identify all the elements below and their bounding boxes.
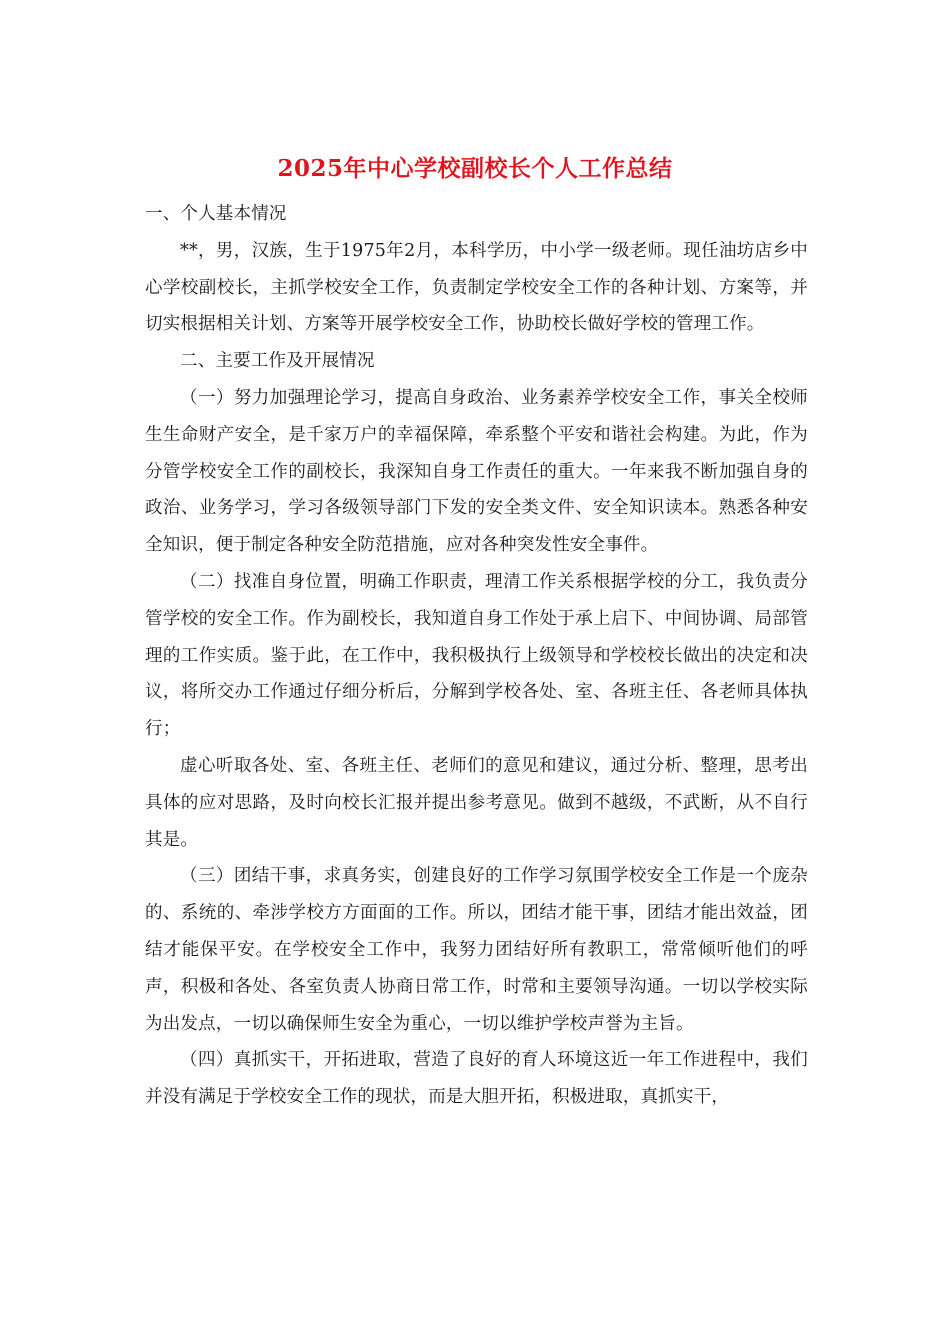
document-body	[145, 196, 808, 1116]
body-paragraph: **，男，汉族，生于1975年2月，本科学历，中小学一级老师。现任油坊店乡中心学校副校长，主抓学校安全工作，负责制定学校安全工作的各种计划、方案等，并切实根据相关计划、方案等开展学校安全工作，协助校长做好学校的管理工作。	[145, 240, 808, 335]
document-title: 2025年中心学校副校长个人工作总结	[277, 155, 673, 182]
section-heading: 二、主要工作及开展情况	[180, 351, 375, 372]
body-paragraph: （一）努力加强理论学习，提高自身政治、业务素养学校安全工作，事关全校师生生命财产安全，是千家万户的幸福保障，牵系整个平安和谐社会构建。为此，作为分管学校安全工作的副校长，我深知自身工作责任的重大。一年来我不断加强自身的政治、业务学习，学习各级领导部门下发的安全类文件、安全知识读本。熟悉各种安全知识，便于制定各种安全防范措施，应对各种突发性安全事件。	[145, 387, 808, 556]
body-paragraph: 虚心听取各处、室、各班主任、老师们的意见和建议，通过分析、整理，思考出具体的应对思路，及时向校长汇报并提出参考意见。做到不越级，不武断，从不自行其是。	[145, 755, 808, 850]
body-paragraph: （二）找准自身位置，明确工作职责，理清工作关系根据学校的分工，我负责分管学校的安全工作。作为副校长，我知道自身工作处于承上启下、中间协调、局部管理的工作实质。鉴于此，在工作中，我积极执行上级领导和学校校长做出的决定和决议，将所交办工作通过仔细分析后，分解到学校各处、室、各班主任、各老师具体执行；	[145, 571, 808, 740]
section-heading: 一、个人基本情况	[145, 204, 287, 224]
body-paragraph: （三）团结干事，求真务实，创建良好的工作学习氛围学校安全工作是一个庞杂的、系统的、牵涉学校方方面面的工作。所以，团结才能干事，团结才能出效益，团结才能保平安。在学校安全工作中，我努力团结好所有教职工，常常倾听他们的呼声，积极和各处、各室负责人协商日常工作，时常和主要领导沟通。一切以学校实际为出发点，一切以确保师生安全为重心，一切以维护学校声誉为主旨。	[145, 866, 808, 1034]
body-paragraph: （四）真抓实干，开拓进取，营造了良好的育人环境这近一年工作进程中，我们并没有满足于学校安全工作的现状，而是大胆开拓，积极进取，真抓实干，	[145, 1050, 808, 1108]
